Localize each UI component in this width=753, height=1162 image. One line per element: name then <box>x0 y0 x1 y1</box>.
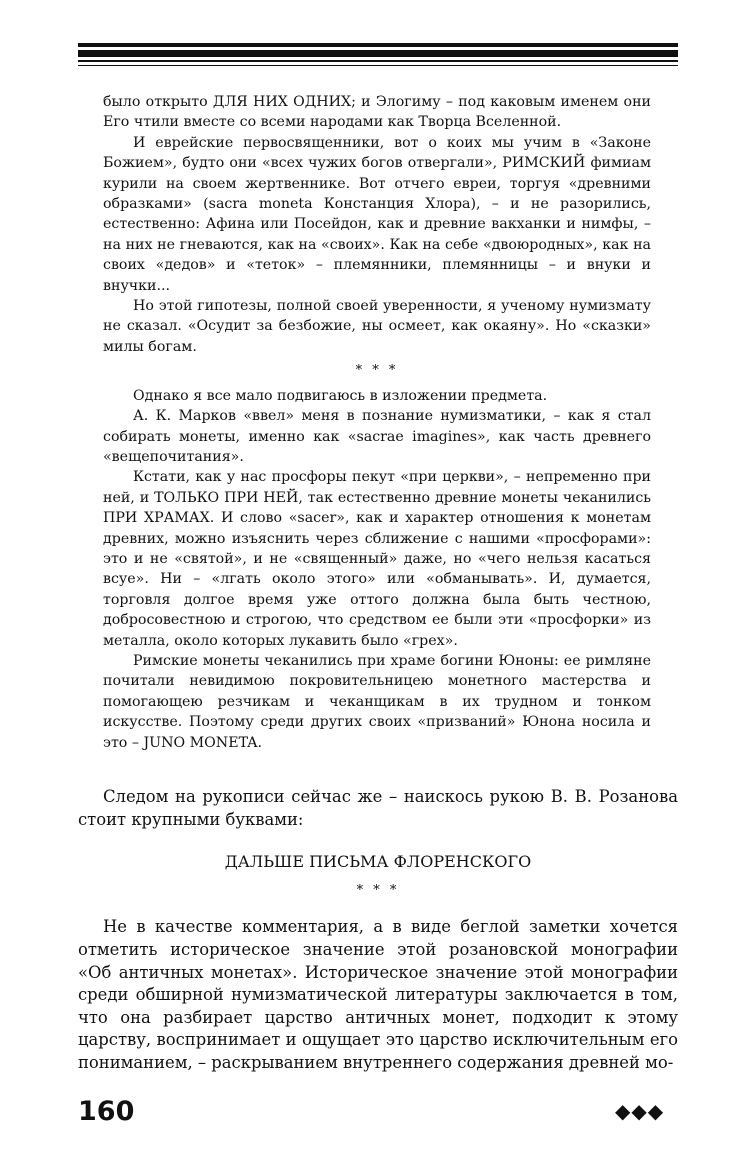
main-text-block <box>78 786 678 1075</box>
paragraph: Не в качестве комментария, а в виде беглой заметки хочется отметить историческое значение этой розановской монографии «Об античных монетах». Историческое значение этой монографии среди обширной нумизматической литературы заключается в том, что она разбирает царство античных монет, подходит к этому царству, воспринимает и ощущает это царство исключительным его пониманием, – раскрыванием внутреннего содержания древней мо- <box>78 917 678 1072</box>
paragraph: было открыто ДЛЯ НИХ ОДНИХ; и Элогиму – под каковым именем они Его чтили вместе со всеми народами как Творца Вселенной. <box>103 94 651 131</box>
header-rule-line <box>78 43 678 47</box>
section-heading: ДАЛЬШЕ ПИСЬМА ФЛОРЕНСКОГО <box>224 852 532 872</box>
small-text-block <box>103 92 651 753</box>
header-rule-line <box>78 60 678 62</box>
section-separator: * * * <box>355 363 399 379</box>
header-rule <box>78 43 678 66</box>
diamond-ornament-icon: ◆◆◆ <box>615 1099 665 1123</box>
paragraph: Следом на рукописи сейчас же – наискось рукою В. В. Розанова стоит крупными буквами: <box>78 787 678 829</box>
header-rule-line <box>78 50 678 57</box>
paragraph: А. К. Марков «ввел» меня в познание нумизматики, – как я стал собирать монеты, именно как «sacrae imagines», как часть древнего «вещепочитания». <box>103 408 651 465</box>
paragraph: Однако я все мало подвигаюсь в изложении предмета. <box>133 387 548 404</box>
paragraph: Кстати, как у нас просфоры пекут «при церкви», – непременно при ней, и ТОЛЬКО ПРИ НЕЙ, так естественно древние монеты чеканились ПРИ ХРАМАХ. И слово «sacer», как и характер отношения к монетам древних, можно изъяснить через сближение с нашими «просфорами»: это и не «святой», и не «священный» даже, но «чего нельзя касаться всуе». Ни – «лгать около этого» или «обманывать». И, думается, торговля долгое время уже оттого должна была быть честною, добросовестною и строгою, что средством ее были эти «просфорки» из металла, около которых лукавить было «грех». <box>103 469 651 649</box>
section-separator: * * * <box>356 882 400 898</box>
paragraph: Но этой гипотезы, полной своей уверенности, я ученому нумизмату не сказал. «Осудит за безбожие, ны осмеет, как окаяну». Но «сказки» милы богам. <box>103 298 651 355</box>
page-number: 160 <box>78 1096 135 1127</box>
header-rule-line <box>78 65 678 66</box>
paragraph: И еврейские первосвященники, вот о коих мы учим в «Законе Божием», будто они «всех чужих богов отвергали», РИМСКИЙ фимиам курили на своем жертвеннике. Вот отчего евреи, торгуя «древними образками» (sacra moneta Констанция Хлора), – и не разорились, естественно: Афина или Посейдон, как и древние вакханки и нимфы, – на них не гневаются, как на «своих». Как на себе «двоюродных», как на своих «дедов» и «теток» – племянники, племянницы – и внуки и внучки... <box>103 134 651 294</box>
paragraph: Римские монеты чеканились при храме богини Юноны: ее римляне почитали невидимою покровительницею монетного мастерства и помогающею резчикам и чеканщикам в их трудном и тонком искусстве. Поэтому среди других своих «призваний» Юнона носила и это – JUNO MONETA. <box>103 652 651 751</box>
